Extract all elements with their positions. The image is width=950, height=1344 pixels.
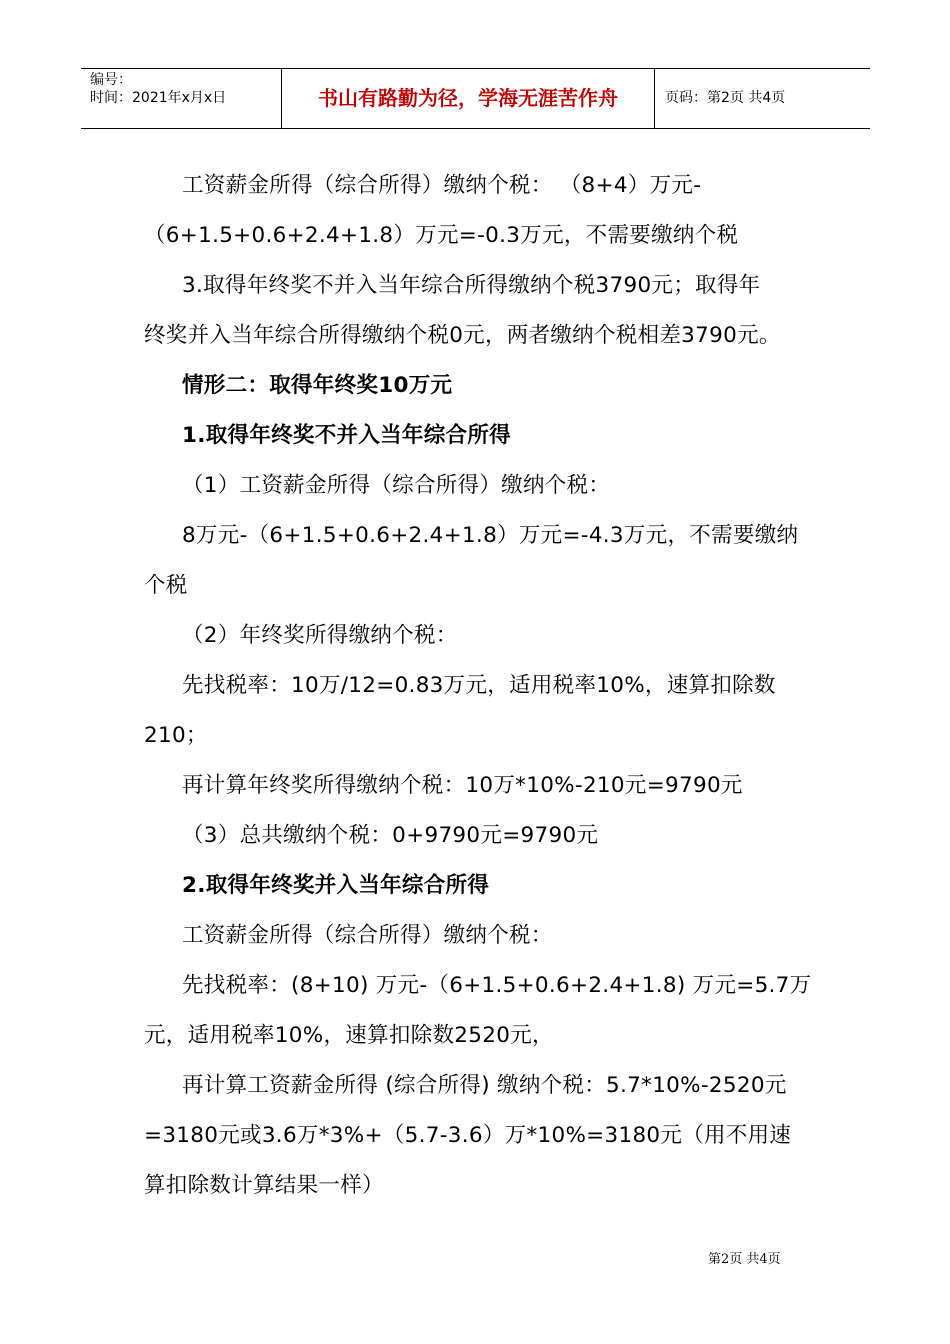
body-line: （3）总共缴纳个税：0+9790元=9790元: [182, 823, 599, 848]
body-line: 个税: [144, 573, 188, 598]
header-meta: [81, 69, 282, 128]
body-line: 算扣除数计算结果一样）: [144, 1173, 384, 1198]
body-line: （2）年终奖所得缴纳个税：: [182, 623, 458, 648]
body-line: 工资薪金所得（综合所得）缴纳个税：: [182, 923, 553, 948]
body-line: 再计算工资薪金所得 (综合所得) 缴纳个税：5.7*10%-2520元: [182, 1073, 787, 1098]
section-heading: 情形二：取得年终奖10万元: [182, 373, 453, 398]
page-header: [81, 68, 870, 129]
body-line: 210；: [144, 723, 208, 748]
body-line: 元，适用税率10%，速算扣除数2520元，: [144, 1023, 554, 1048]
body-line: 工资薪金所得（综合所得）缴纳个税： （8+4）万元-: [182, 173, 702, 198]
body-line: 终奖并入当年综合所得缴纳个税0元，两者缴纳个税相差3790元。: [144, 323, 781, 348]
serial-number-label: 编号：: [90, 72, 132, 88]
body-line: 再计算年终奖所得缴纳个税：10万*10%-210元=9790元: [182, 773, 743, 798]
body-line: 8万元-（6+1.5+0.6+2.4+1.8）万元=-4.3万元，不需要缴纳: [182, 523, 799, 548]
body-line: 3.取得年终奖不并入当年综合所得缴纳个税3790元；取得年: [182, 273, 761, 298]
body-line: =3180元或3.6万*3%+（5.7-3.6）万*10%=3180元（用不用速: [144, 1123, 792, 1148]
header-motto: 书山有路勤为径，学海无涯苦作舟: [282, 69, 655, 128]
time-label: 时间：2021年x月x日: [90, 90, 227, 106]
body-line: （1）工资薪金所得（综合所得）缴纳个税：: [182, 473, 611, 498]
body-line: 先找税率：(8+10) 万元-（6+1.5+0.6+2.4+1.8) 万元=5.7万: [182, 973, 812, 998]
body-line: 先找税率：10万/12=0.83万元，适用税率10%，速算扣除数: [182, 673, 776, 698]
body-line: （6+1.5+0.6+2.4+1.8）万元=-0.3万元，不需要缴纳个税: [144, 223, 739, 248]
page-footer: 第2页 共4页: [708, 1252, 781, 1267]
header-page-info: 页码：第2页 共4页: [665, 90, 786, 106]
subsection-heading: 1.取得年终奖不并入当年综合所得: [182, 423, 511, 448]
subsection-heading: 2.取得年终奖并入当年综合所得: [182, 873, 490, 898]
